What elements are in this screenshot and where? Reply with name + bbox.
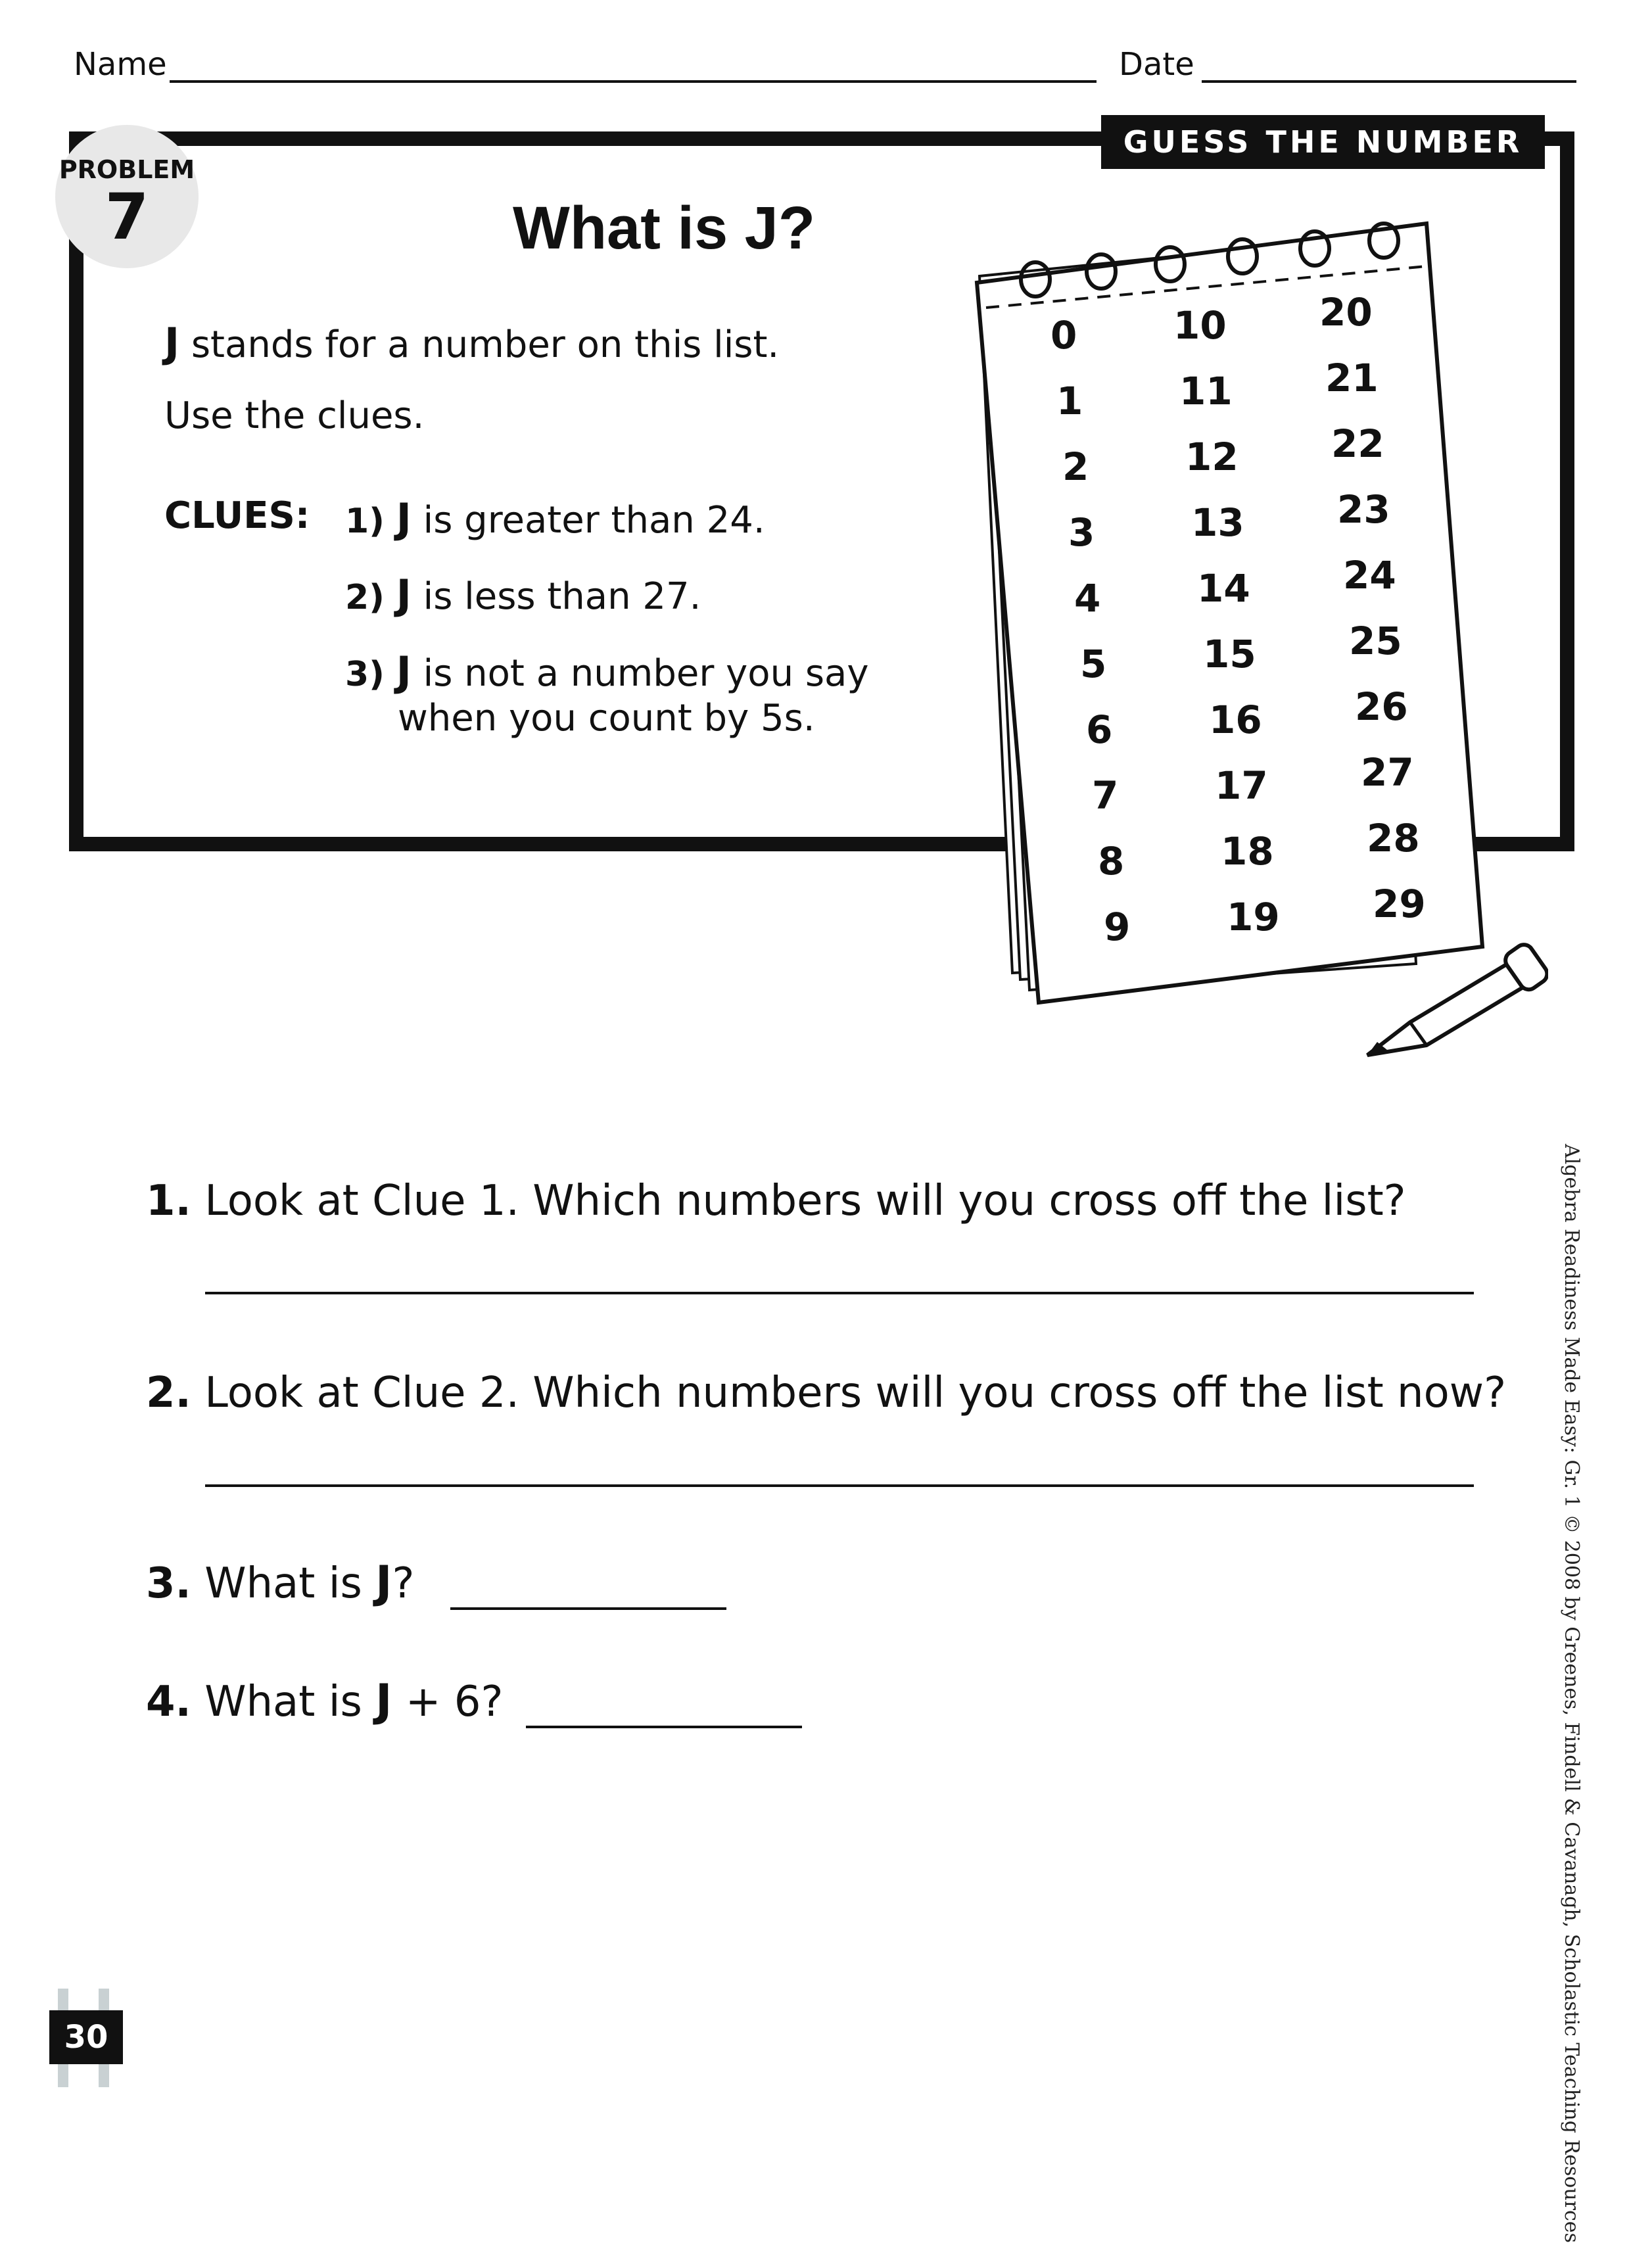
question-3: 3. What is J? [146,1557,415,1609]
problem-title: What is J? [513,195,816,262]
list-number: 8 [1098,839,1125,884]
list-number: 6 [1086,707,1113,752]
list-number: 2 [1062,444,1089,489]
list-number: 7 [1092,773,1119,818]
list-number: 14 [1197,566,1250,611]
list-number: 18 [1221,829,1274,874]
list-number: 1 [1056,379,1083,423]
clue-3-cont: when you count by 5s. [398,697,815,740]
list-number: 25 [1349,619,1402,663]
question-2: 2. Look at Clue 2. Which numbers will you cross off the list now? [146,1369,1507,1417]
list-number: 21 [1325,356,1379,400]
copyright-credit: Algebra Readiness Made Easy: Gr. 1 © 2008 by Greenes, Findell & Cavanagh, Scholastic Teaching Resources [1560,1144,1583,2243]
list-number: 9 [1104,905,1131,949]
list-number: 0 [1050,313,1077,358]
list-number: 24 [1343,553,1396,598]
clue-3: 3) J is not a number you say [345,648,869,696]
question-1: 1. Look at Clue 1. Which numbers will you cross off the list? [146,1177,1406,1225]
clue-2: 2) J is less than 27. [345,571,701,619]
list-number: 20 [1319,290,1373,335]
answer-line-1[interactable] [205,1292,1474,1294]
list-number: 10 [1173,303,1227,348]
answer-line-3[interactable] [450,1607,726,1610]
list-number: 16 [1209,697,1262,742]
question-4: 4. What is J + 6? [146,1675,504,1727]
list-number: 4 [1074,576,1101,621]
list-number: 26 [1355,684,1408,729]
answer-line-4[interactable] [526,1726,802,1728]
list-number: 17 [1215,763,1268,808]
problem-label: PROBLEM [59,155,195,184]
list-number: 27 [1361,750,1414,795]
date-label: Date [1119,46,1194,83]
pencil-icon [1351,937,1548,1068]
list-number: 11 [1179,369,1233,413]
section-tag: GUESS THE NUMBER [1101,115,1545,169]
name-label: Name [74,46,167,83]
list-number: 3 [1068,510,1095,555]
list-number: 15 [1203,632,1256,676]
date-field[interactable] [1202,80,1576,83]
answer-line-2[interactable] [205,1484,1474,1487]
problem-badge [55,125,199,268]
list-number: 13 [1191,500,1244,545]
clues-heading: CLUES: [164,494,310,537]
intro-line-1: J stands for a number on this list. [164,319,780,367]
list-number: 19 [1227,895,1280,939]
list-number: 12 [1185,435,1239,479]
problem-number: 7 [105,180,149,254]
intro-line-2: Use the clues. [164,394,425,437]
page-number: 30 [49,2010,123,2064]
variable-j: J [164,319,180,367]
list-number: 23 [1337,487,1390,532]
name-field[interactable] [170,80,1097,83]
list-number: 28 [1367,816,1420,861]
clue-1: 1) J is greater than 24. [345,494,765,542]
list-number: 22 [1331,421,1384,466]
list-number: 29 [1373,882,1426,926]
list-number: 5 [1080,642,1107,686]
